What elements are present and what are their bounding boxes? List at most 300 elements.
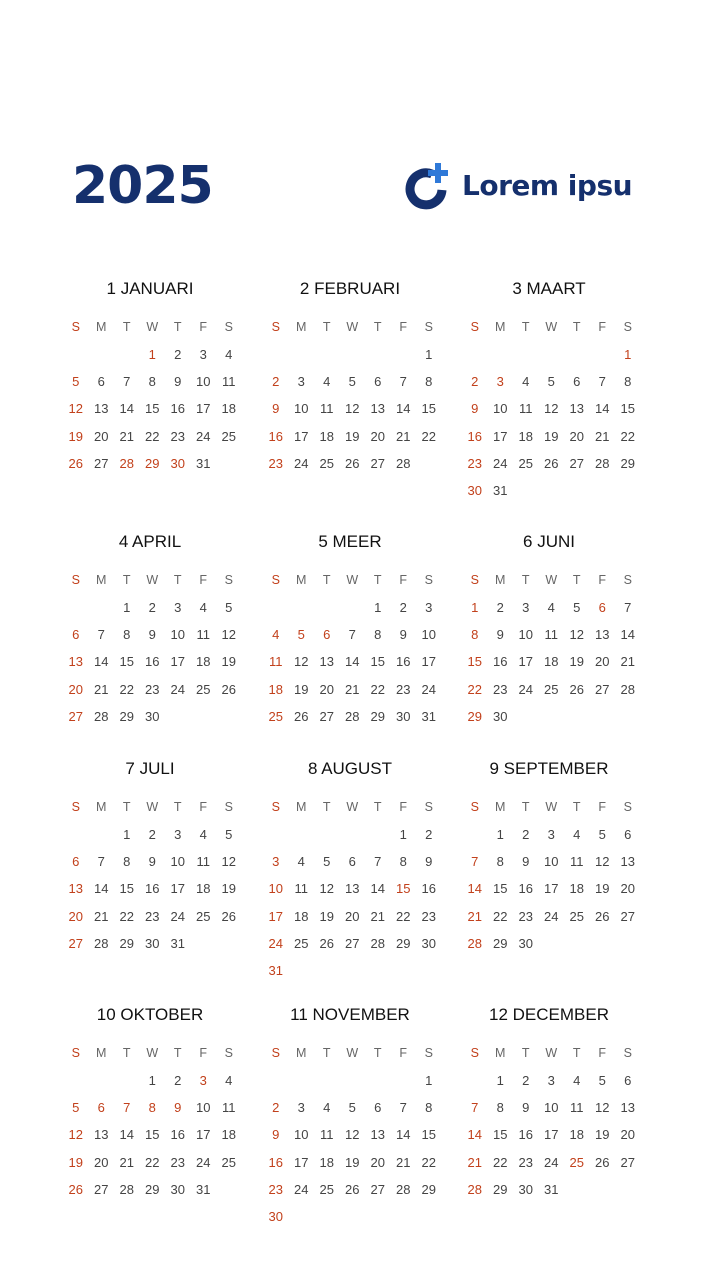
holiday-day: 11: [269, 654, 283, 670]
day: 1: [123, 827, 131, 842]
holiday-day: 23: [467, 455, 482, 471]
holiday-day: 16: [268, 428, 283, 444]
day: 5: [573, 600, 581, 615]
day: 27: [94, 455, 109, 471]
weekday-header: W: [346, 1046, 359, 1060]
holiday-day: 15: [396, 881, 411, 897]
day: 27: [370, 1181, 385, 1197]
weekday-header: T: [173, 800, 182, 814]
weekday-header: T: [373, 1046, 382, 1060]
day: 1: [425, 347, 433, 362]
day: 21: [119, 1154, 134, 1170]
day: 14: [345, 654, 360, 670]
day: 14: [620, 627, 635, 643]
day: 19: [595, 881, 610, 897]
day: 22: [396, 908, 411, 924]
day: 10: [493, 401, 508, 417]
day: 11: [320, 1127, 334, 1143]
holiday-day: 29: [145, 455, 160, 471]
month-calendar: [63, 758, 243, 957]
day: 29: [493, 1181, 508, 1197]
holiday-day: 9: [174, 1100, 182, 1116]
holiday-day: 9: [272, 401, 280, 417]
day: 17: [294, 428, 309, 444]
day: 18: [196, 881, 211, 897]
day: 8: [425, 1100, 433, 1116]
day: 24: [170, 908, 185, 924]
month-calendar: [263, 531, 443, 730]
month-calendar: [462, 1004, 642, 1203]
day: 27: [345, 935, 360, 951]
day: 10: [294, 1127, 309, 1143]
weekday-header: T: [322, 320, 331, 334]
day: 14: [119, 1127, 134, 1143]
day: 12: [345, 401, 360, 417]
holiday-day: 24: [268, 935, 283, 951]
holiday-day: 21: [467, 1154, 482, 1170]
weekday-header: F: [199, 573, 208, 587]
day: 19: [569, 654, 584, 670]
day: 28: [94, 708, 109, 724]
day: 22: [493, 908, 508, 924]
day: 13: [370, 401, 385, 417]
weekday-header: T: [373, 320, 382, 334]
weekday-header: W: [146, 800, 159, 814]
month-title: 3 MAART: [512, 279, 586, 298]
holiday-day: 30: [467, 482, 482, 498]
day: 17: [544, 881, 559, 897]
day: 19: [595, 1127, 610, 1143]
day: 10: [196, 1100, 211, 1116]
day: 27: [94, 1181, 109, 1197]
day: 23: [170, 1154, 185, 1170]
day: 18: [221, 401, 236, 417]
day: 15: [119, 881, 134, 897]
month-title: 1 JANUARI: [106, 279, 194, 298]
day: 22: [145, 428, 160, 444]
empty-day: [365, 821, 391, 848]
holiday-day: 19: [68, 1154, 83, 1170]
weekday-header: M: [96, 320, 107, 334]
day: 19: [221, 881, 236, 897]
weekday-header: S: [623, 573, 632, 587]
holiday-day: 15: [467, 654, 482, 670]
day: 5: [547, 374, 555, 390]
weekday-header: S: [224, 800, 233, 814]
empty-day: [263, 1067, 289, 1094]
holiday-day: 6: [323, 627, 331, 643]
day: 8: [496, 1100, 504, 1116]
day: 20: [370, 1154, 385, 1170]
holiday-day: 23: [268, 1181, 283, 1197]
holiday-day: 12: [68, 401, 83, 417]
day: 11: [570, 854, 584, 870]
day: 29: [119, 935, 134, 951]
weekday-header: W: [146, 573, 159, 587]
weekday-header: S: [424, 320, 433, 334]
weekday-header: M: [495, 800, 506, 814]
empty-day: [314, 594, 340, 621]
day: 25: [518, 455, 533, 471]
day: 24: [493, 455, 508, 471]
day: 2: [399, 600, 407, 615]
day: 8: [399, 854, 407, 870]
empty-day: [314, 1067, 340, 1094]
weekday-header: F: [598, 320, 607, 334]
day: 22: [421, 1154, 436, 1170]
day-grid: [63, 794, 243, 957]
empty-day: [391, 341, 417, 368]
day: 17: [421, 654, 436, 670]
empty-day: [263, 594, 289, 621]
day: 7: [97, 627, 105, 643]
day: 6: [374, 1100, 382, 1116]
day: 8: [123, 627, 131, 643]
weekday-header: S: [424, 573, 433, 587]
weekday-header: W: [545, 800, 558, 814]
day: 30: [518, 1181, 533, 1197]
day: 16: [170, 401, 185, 417]
brand-logo: [402, 160, 632, 210]
weekday-header: T: [322, 800, 331, 814]
day: 26: [221, 681, 236, 697]
day: 27: [620, 908, 635, 924]
holiday-day: 9: [471, 401, 479, 417]
day: 4: [573, 827, 581, 842]
day: 30: [421, 935, 436, 951]
day: 14: [595, 401, 610, 417]
day: 24: [544, 908, 559, 924]
day: 1: [374, 600, 382, 615]
empty-day: [114, 1067, 140, 1094]
day: 5: [323, 854, 331, 870]
day: 31: [493, 482, 508, 498]
day: 12: [544, 401, 559, 417]
day: 29: [620, 455, 635, 471]
day: 25: [319, 1181, 334, 1197]
day: 10: [421, 627, 436, 643]
day: 15: [370, 654, 385, 670]
day: 20: [569, 428, 584, 444]
day: 4: [199, 827, 207, 842]
day: 22: [421, 428, 436, 444]
month-calendar: [462, 758, 642, 957]
holiday-day: 10: [268, 881, 283, 897]
day: 24: [196, 428, 211, 444]
day: 7: [348, 627, 356, 643]
empty-day: [89, 341, 115, 368]
day: 20: [370, 428, 385, 444]
day-grid: [462, 567, 642, 730]
weekday-header: F: [399, 1046, 408, 1060]
day: 19: [221, 654, 236, 670]
day: 22: [620, 428, 635, 444]
weekday-header: S: [224, 320, 233, 334]
day: 17: [170, 881, 185, 897]
day: 24: [196, 1154, 211, 1170]
day: 10: [196, 374, 211, 390]
day: 7: [598, 374, 606, 390]
empty-day: [462, 341, 488, 368]
empty-day: [89, 821, 115, 848]
day: 12: [221, 854, 236, 870]
month-title: 9 SEPTEMBER: [489, 759, 609, 778]
day: 2: [148, 600, 156, 615]
day: 6: [573, 374, 581, 390]
day: 23: [145, 908, 160, 924]
day: 4: [225, 347, 233, 362]
weekday-header: M: [296, 800, 307, 814]
holiday-day: 16: [467, 428, 482, 444]
day: 24: [518, 681, 533, 697]
day: 8: [148, 374, 156, 390]
day: 11: [294, 881, 308, 897]
day: 31: [196, 455, 211, 471]
day: 28: [119, 1181, 134, 1197]
day: 27: [370, 455, 385, 471]
day: 28: [396, 1181, 411, 1197]
day: 19: [345, 428, 360, 444]
day: 30: [145, 708, 160, 724]
holiday-day: 14: [467, 881, 482, 897]
day: 1: [496, 1073, 504, 1088]
month-title: 4 APRIL: [118, 532, 182, 551]
weekday-header: W: [545, 1046, 558, 1060]
day: 28: [345, 708, 360, 724]
day: 26: [595, 908, 610, 924]
day: 3: [297, 1100, 305, 1116]
holiday-day: 12: [68, 1127, 83, 1143]
day: 15: [145, 401, 160, 417]
day: 24: [170, 681, 185, 697]
day: 20: [94, 428, 109, 444]
day: 19: [319, 908, 334, 924]
brand-mark-icon: [402, 160, 452, 210]
day: 7: [123, 374, 131, 390]
weekday-header: W: [346, 800, 359, 814]
day: 11: [570, 1100, 584, 1116]
day: 23: [518, 908, 533, 924]
holiday-day: 6: [72, 627, 80, 643]
day: 9: [496, 627, 504, 643]
month-title: 12 DECEMBER: [489, 1005, 609, 1024]
day: 8: [425, 374, 433, 390]
day: 3: [522, 600, 530, 615]
day: 4: [297, 854, 305, 870]
day: 18: [319, 428, 334, 444]
holiday-day: 5: [297, 627, 305, 643]
day: 5: [225, 827, 233, 842]
weekday-header: M: [96, 573, 107, 587]
day: 14: [119, 401, 134, 417]
day: 27: [620, 1154, 635, 1170]
day: 17: [544, 1127, 559, 1143]
holiday-day: 30: [170, 455, 185, 471]
day: 23: [396, 681, 411, 697]
day: 23: [518, 1154, 533, 1170]
day: 2: [425, 827, 433, 842]
weekday-header: T: [521, 800, 530, 814]
day: 7: [399, 374, 407, 390]
day-grid: [263, 1040, 443, 1230]
holiday-day: 31: [268, 962, 283, 978]
day: 5: [598, 1073, 606, 1088]
empty-day: [539, 341, 565, 368]
day: 9: [522, 1100, 530, 1116]
day: 25: [319, 455, 334, 471]
day: 13: [595, 627, 610, 643]
month-title: 7 JULI: [125, 759, 175, 778]
day-grid: [63, 314, 243, 477]
day: 22: [145, 1154, 160, 1170]
holiday-day: 5: [72, 1100, 80, 1116]
day: 28: [620, 681, 635, 697]
day: 4: [199, 600, 207, 615]
empty-day: [488, 341, 514, 368]
weekday-header: F: [399, 573, 408, 587]
day: 15: [493, 1127, 508, 1143]
day: 3: [547, 1073, 555, 1088]
empty-day: [462, 821, 488, 848]
weekday-header: S: [424, 800, 433, 814]
month-calendar: [462, 278, 642, 504]
weekday-header: M: [296, 1046, 307, 1060]
day: 15: [145, 1127, 160, 1143]
empty-day: [340, 594, 366, 621]
empty-day: [63, 341, 89, 368]
day: 2: [174, 1073, 182, 1088]
weekday-header: F: [199, 1046, 208, 1060]
day: 13: [345, 881, 360, 897]
day: 14: [396, 1127, 411, 1143]
day: 16: [493, 654, 508, 670]
day: 31: [170, 935, 185, 951]
day: 26: [345, 1181, 360, 1197]
day: 30: [396, 708, 411, 724]
empty-day: [340, 1067, 366, 1094]
day: 9: [425, 854, 433, 870]
empty-day: [263, 341, 289, 368]
holiday-day: 8: [471, 627, 479, 643]
day: 13: [319, 654, 334, 670]
day: 29: [493, 935, 508, 951]
day: 11: [196, 854, 210, 870]
day: 16: [518, 1127, 533, 1143]
weekday-header: T: [572, 573, 581, 587]
day: 4: [522, 374, 530, 390]
holiday-day: 26: [68, 1181, 83, 1197]
holiday-day: 6: [598, 600, 606, 615]
empty-day: [114, 341, 140, 368]
day: 17: [170, 654, 185, 670]
day: 31: [421, 708, 436, 724]
day: 2: [174, 347, 182, 362]
day: 8: [123, 854, 131, 870]
holiday-day: 27: [68, 935, 83, 951]
day: 5: [348, 1100, 356, 1116]
day: 13: [370, 1127, 385, 1143]
holiday-day: 2: [471, 374, 479, 390]
weekday-header: S: [224, 573, 233, 587]
weekday-header: M: [96, 1046, 107, 1060]
weekday-header: T: [521, 573, 530, 587]
empty-day: [365, 1067, 391, 1094]
day: 25: [221, 1154, 236, 1170]
weekday-header: W: [545, 320, 558, 334]
day: 28: [370, 935, 385, 951]
day: 10: [518, 627, 533, 643]
day: 18: [544, 654, 559, 670]
holiday-day: 16: [268, 1154, 283, 1170]
day: 16: [170, 1127, 185, 1143]
year-title: 2025: [72, 156, 213, 216]
weekday-header: W: [346, 320, 359, 334]
weekday-header: F: [598, 573, 607, 587]
holiday-day: 7: [471, 854, 479, 870]
day-grid: [462, 794, 642, 957]
day: 21: [94, 681, 109, 697]
day: 7: [624, 600, 632, 615]
day: 3: [174, 827, 182, 842]
day: 16: [518, 881, 533, 897]
month-title: 2 FEBRUARI: [299, 279, 401, 298]
day: 31: [544, 1181, 559, 1197]
weekday-header: F: [399, 800, 408, 814]
holiday-day: 8: [148, 1100, 156, 1116]
day: 16: [396, 654, 411, 670]
holiday-day: 30: [268, 1208, 283, 1224]
day: 17: [493, 428, 508, 444]
month-calendar: [263, 278, 443, 477]
day: 14: [370, 881, 385, 897]
day: 18: [319, 1154, 334, 1170]
day: 17: [196, 1127, 211, 1143]
day: 25: [196, 908, 211, 924]
day: 1: [399, 827, 407, 842]
weekday-header: M: [495, 320, 506, 334]
day: 6: [97, 374, 105, 390]
day: 16: [145, 881, 160, 897]
weekday-header: F: [598, 1046, 607, 1060]
empty-day: [365, 341, 391, 368]
day: 13: [94, 401, 109, 417]
month-calendar: [263, 758, 443, 984]
day: 11: [544, 627, 558, 643]
weekday-header: T: [521, 1046, 530, 1060]
holiday-day: 9: [272, 1127, 280, 1143]
weekday-header: S: [424, 1046, 433, 1060]
weekday-header: S: [271, 800, 280, 814]
weekday-header: M: [296, 320, 307, 334]
month-title: 8 AUGUST: [307, 759, 393, 778]
weekday-header: F: [598, 800, 607, 814]
day: 26: [319, 935, 334, 951]
empty-day: [89, 594, 115, 621]
weekday-header: T: [122, 320, 131, 334]
day: 30: [518, 935, 533, 951]
empty-day: [590, 341, 616, 368]
day: 13: [94, 1127, 109, 1143]
holiday-day: 2: [272, 1100, 280, 1116]
day: 3: [199, 347, 207, 362]
holiday-day: 7: [471, 1100, 479, 1116]
day: 9: [148, 854, 156, 870]
day: 26: [595, 1154, 610, 1170]
day: 18: [196, 654, 211, 670]
empty-day: [63, 821, 89, 848]
day: 30: [170, 1181, 185, 1197]
day: 9: [174, 374, 182, 390]
